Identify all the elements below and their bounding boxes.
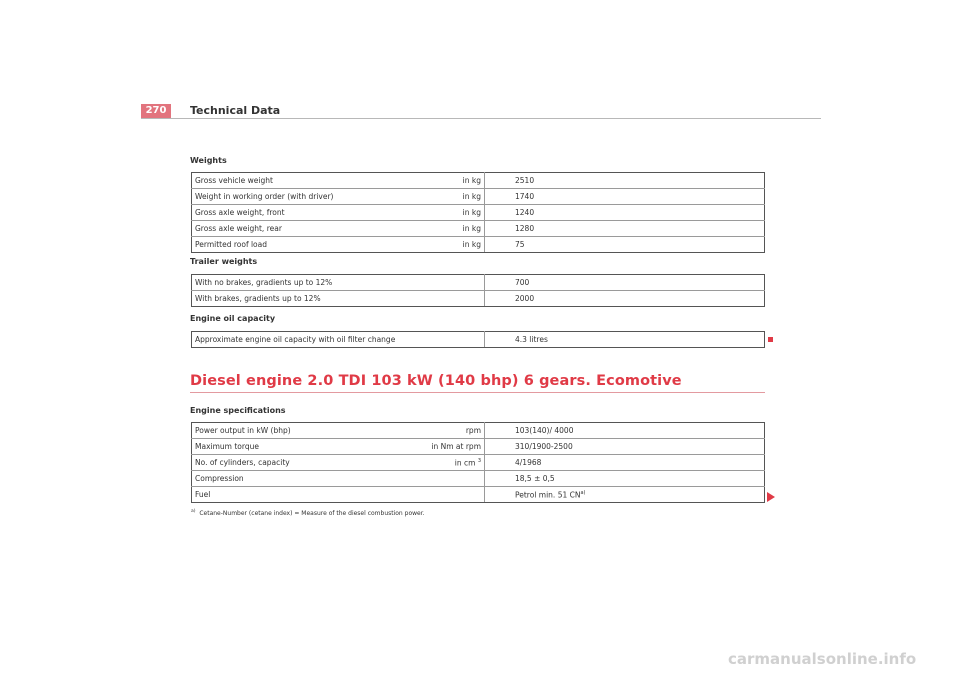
- table-row: [192, 332, 765, 348]
- unit-text: in cm: [454, 458, 476, 468]
- row-label: Power output in kW (bhp): [192, 423, 429, 439]
- row-label: Maximum torque: [192, 439, 429, 455]
- row-value: 2000: [485, 291, 765, 307]
- row-unit: [428, 487, 485, 503]
- row-value: 1740: [485, 189, 765, 205]
- row-unit: [428, 275, 485, 291]
- row-value: 75: [485, 237, 765, 253]
- row-label: No. of cylinders, capacity: [192, 455, 429, 471]
- engine-heading: Diesel engine 2.0 TDI 103 kW (140 bhp) 6 gears. Ecomotive: [190, 373, 682, 389]
- table-row: [192, 423, 765, 439]
- row-label: Gross vehicle weight: [192, 173, 429, 189]
- row-unit: in kg: [428, 189, 485, 205]
- row-value: 1240: [485, 205, 765, 221]
- table-row: [192, 471, 765, 487]
- header-divider: [141, 118, 821, 119]
- row-label: With no brakes, gradients up to 12%: [192, 275, 429, 291]
- table-row: [192, 291, 765, 307]
- row-value: 18,5 ± 0,5: [485, 471, 765, 487]
- footnote-marker: a): [191, 509, 196, 514]
- row-unit: [428, 471, 485, 487]
- table-row: [192, 221, 765, 237]
- row-value: 310/1900-2500: [485, 439, 765, 455]
- table-row: [192, 487, 765, 503]
- row-unit: [428, 291, 485, 307]
- page-title: Technical Data: [190, 104, 281, 117]
- footnote-ref: a): [580, 489, 586, 496]
- engine-table: [191, 422, 765, 503]
- row-value: 700: [485, 275, 765, 291]
- row-label: Approximate engine oil capacity with oil filter change: [192, 332, 429, 348]
- row-label: Gross axle weight, front: [192, 205, 429, 221]
- row-label: Weight in working order (with driver): [192, 189, 429, 205]
- row-unit: [428, 332, 485, 348]
- row-unit: in kg: [428, 173, 485, 189]
- table-row: [192, 173, 765, 189]
- footnote: [191, 509, 425, 517]
- oil-table: [191, 331, 765, 348]
- row-label: With brakes, gradients up to 12%: [192, 291, 429, 307]
- unit-superscript: 3: [477, 457, 481, 464]
- section-label-oil: Engine oil capacity: [190, 314, 276, 323]
- row-label: Compression: [192, 471, 429, 487]
- page-number: 270: [141, 104, 171, 118]
- row-label: Fuel: [192, 487, 429, 503]
- row-value: 4/1968: [485, 455, 765, 471]
- row-value: 2510: [485, 173, 765, 189]
- row-unit: in kg: [428, 205, 485, 221]
- weights-table: [191, 172, 765, 253]
- section-label-engine: Engine specifications: [190, 406, 286, 415]
- section-end-marker: [768, 337, 773, 342]
- trailer-table: [191, 274, 765, 307]
- row-value: 1280: [485, 221, 765, 237]
- table-row: [192, 455, 765, 471]
- row-unit: rpm: [428, 423, 485, 439]
- row-label: Gross axle weight, rear: [192, 221, 429, 237]
- table-row: [192, 189, 765, 205]
- section-label-trailer: Trailer weights: [190, 257, 258, 266]
- table-row: [192, 237, 765, 253]
- row-value: [485, 487, 765, 503]
- value-text: Petrol min. 51 CN: [515, 490, 581, 500]
- table-row: [192, 205, 765, 221]
- table-row: [192, 439, 765, 455]
- row-unit: [428, 455, 485, 471]
- continue-arrow-icon: [767, 492, 775, 502]
- row-unit: in kg: [428, 221, 485, 237]
- footnote-text: Cetane-Number (cetane index) = Measure of the diesel combustion power.: [199, 510, 425, 517]
- table-row: [192, 275, 765, 291]
- watermark: carmanualsonline.info: [728, 650, 917, 668]
- row-unit: in Nm at rpm: [428, 439, 485, 455]
- row-value: 103(140)/ 4000: [485, 423, 765, 439]
- row-unit: in kg: [428, 237, 485, 253]
- row-label: Permitted roof load: [192, 237, 429, 253]
- row-value: 4.3 litres: [485, 332, 765, 348]
- section-label-weights: Weights: [190, 156, 227, 165]
- heading-divider: [190, 392, 765, 393]
